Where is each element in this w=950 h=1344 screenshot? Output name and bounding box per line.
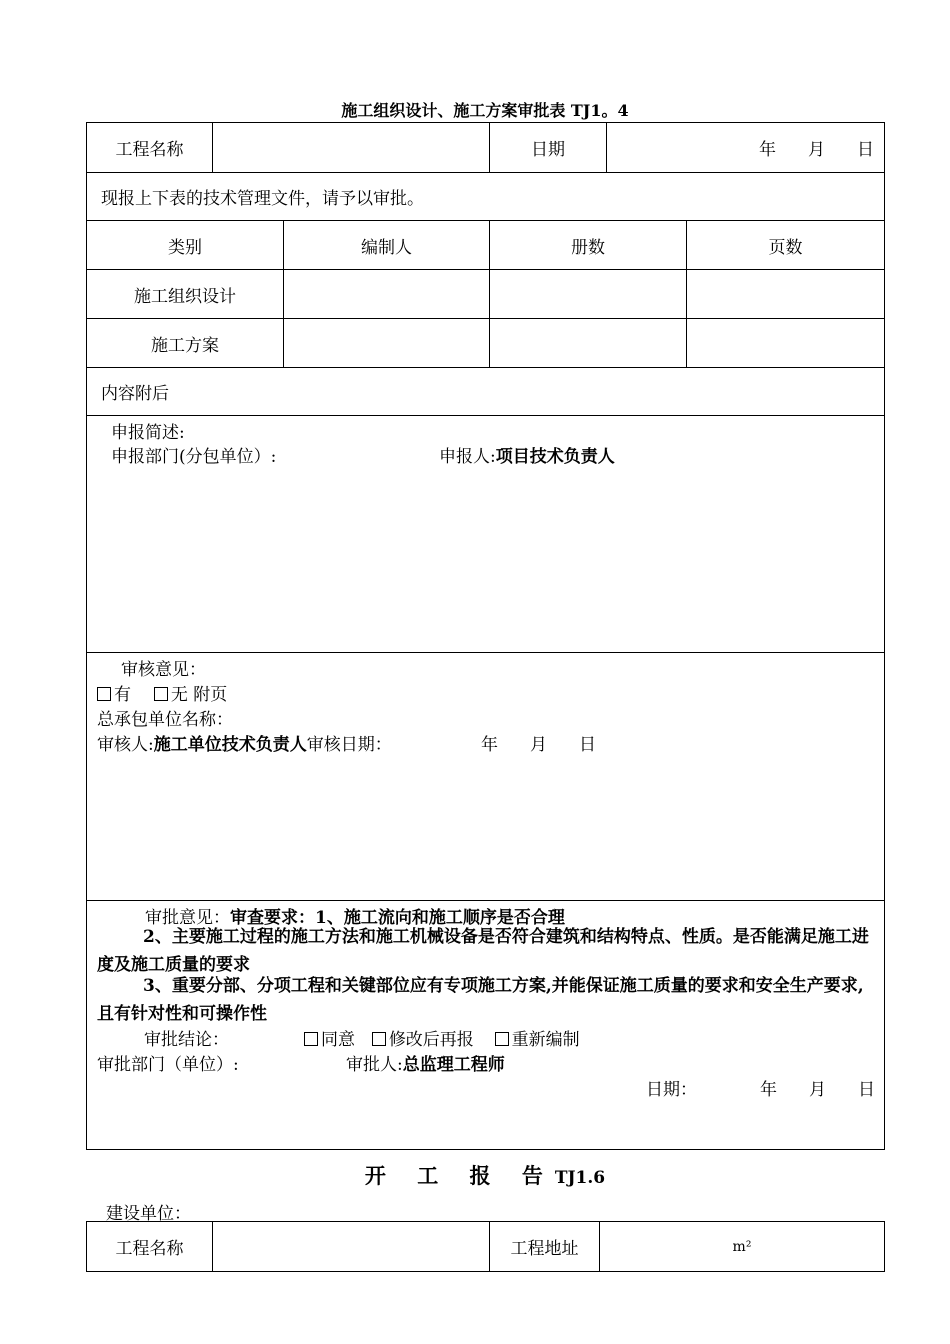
checkbox-agree[interactable] [304, 1032, 318, 1046]
header-author: 编制人 [284, 221, 490, 270]
date-label: 日期 [490, 123, 607, 173]
submit-dept-label: 申报部门(分包单位）: [111, 447, 277, 467]
approval-conclusion-label: 审批结论： [144, 1030, 229, 1050]
year-label: 年 [481, 735, 498, 755]
construction-party-label: 建设单位： [106, 1204, 191, 1224]
applicant-label: 申报人: [439, 447, 496, 467]
checkbox-no[interactable] [154, 687, 168, 701]
summary-label: 申报简述: [111, 423, 185, 443]
attach-label: 附页 [193, 685, 228, 705]
volumes-cell[interactable] [490, 270, 687, 319]
applicant-value: 项目技术负责人 [495, 447, 615, 467]
area-unit: m² [600, 1222, 885, 1272]
category-construction-plan: 施工方案 [87, 319, 284, 368]
month-label: 月 [530, 735, 547, 755]
opt-redo-label: 重新编制 [511, 1030, 580, 1050]
reviewer-value: 施工单位技术负责人 [153, 735, 307, 755]
requirement-2: 2、主要施工过程的施工方法和施工机械设备是否符合建筑和结构特点、性质。是否能满足施工进度及施工质量的要求 [97, 927, 869, 975]
year-label: 年 [759, 140, 777, 160]
checkbox-redo[interactable] [495, 1032, 509, 1046]
form2-code: TJ1.6 [554, 1168, 606, 1188]
project-address-label: 工程地址 [490, 1222, 600, 1272]
date-field[interactable] [607, 123, 885, 173]
contractor-label: 总承包单位名称： [97, 710, 233, 730]
opt-agree-label: 同意 [321, 1030, 355, 1050]
content-attached: 内容附后 [87, 368, 885, 416]
author-cell[interactable] [284, 270, 490, 319]
header-pages: 页数 [687, 221, 885, 270]
form2-title-text: 开 工 报 告 [364, 1163, 555, 1188]
requirement-1: 审查要求：1、施工流向和施工顺序是否合理 [230, 908, 565, 928]
pages-cell[interactable] [687, 319, 885, 368]
checkbox-revise[interactable] [372, 1032, 386, 1046]
approval-date-field [760, 1075, 875, 1100]
attachment-options [97, 680, 227, 705]
reviewer-label: 审核人: [97, 735, 154, 755]
approver-value: 总监理工程师 [402, 1055, 505, 1075]
year-label: 年 [760, 1080, 777, 1100]
start-report-table [86, 1221, 885, 1272]
applicant [439, 442, 615, 467]
day-label: 日 [579, 735, 596, 755]
approval-opinion-label: 审批意见： [145, 908, 230, 928]
submission-section [87, 416, 885, 653]
project-name-label: 工程名称 [87, 123, 213, 173]
author-cell[interactable] [284, 319, 490, 368]
pages-cell[interactable] [687, 270, 885, 319]
day-label: 日 [857, 140, 875, 160]
review-date-label: 审核日期： [306, 735, 392, 755]
approval-dept-label: 审批部门（单位）: [97, 1055, 239, 1075]
header-category: 类别 [87, 221, 284, 270]
month-label: 月 [809, 1080, 826, 1100]
conclusion-options [304, 1025, 580, 1050]
form1-title: 施工组织设计、施工方案审批表 TJ1。4 [341, 101, 629, 120]
project-name-field[interactable] [213, 123, 490, 173]
project-name-field[interactable] [213, 1222, 490, 1272]
review-section [87, 653, 885, 901]
approval-date-label: 日期： [646, 1080, 697, 1100]
review-date-field [481, 730, 596, 755]
opt-yes-label: 有 [114, 685, 131, 705]
volumes-cell[interactable] [490, 319, 687, 368]
project-name-label: 工程名称 [87, 1222, 213, 1272]
reviewer-line [97, 730, 392, 755]
form2-title [86, 1160, 884, 1190]
review-opinion-label: 审核意见： [121, 660, 206, 680]
opt-revise-label: 修改后再报 [388, 1030, 474, 1050]
requirement-3: 3、重要分部、分项工程和关键部位应有专项施工方案,并能保证施工质量的要求和安全生产要求,且有针对性和可操作性 [97, 976, 864, 1024]
checkbox-yes[interactable] [97, 687, 111, 701]
approver-line [346, 1050, 505, 1075]
approver-label: 审批人: [346, 1055, 403, 1075]
header-volumes: 册数 [490, 221, 687, 270]
category-construction-design: 施工组织设计 [87, 270, 284, 319]
month-label: 月 [808, 140, 826, 160]
submit-statement: 现报上下表的技术管理文件，请予以审批。 [87, 173, 885, 221]
opt-no-label: 无 [170, 685, 188, 705]
day-label: 日 [858, 1080, 875, 1100]
